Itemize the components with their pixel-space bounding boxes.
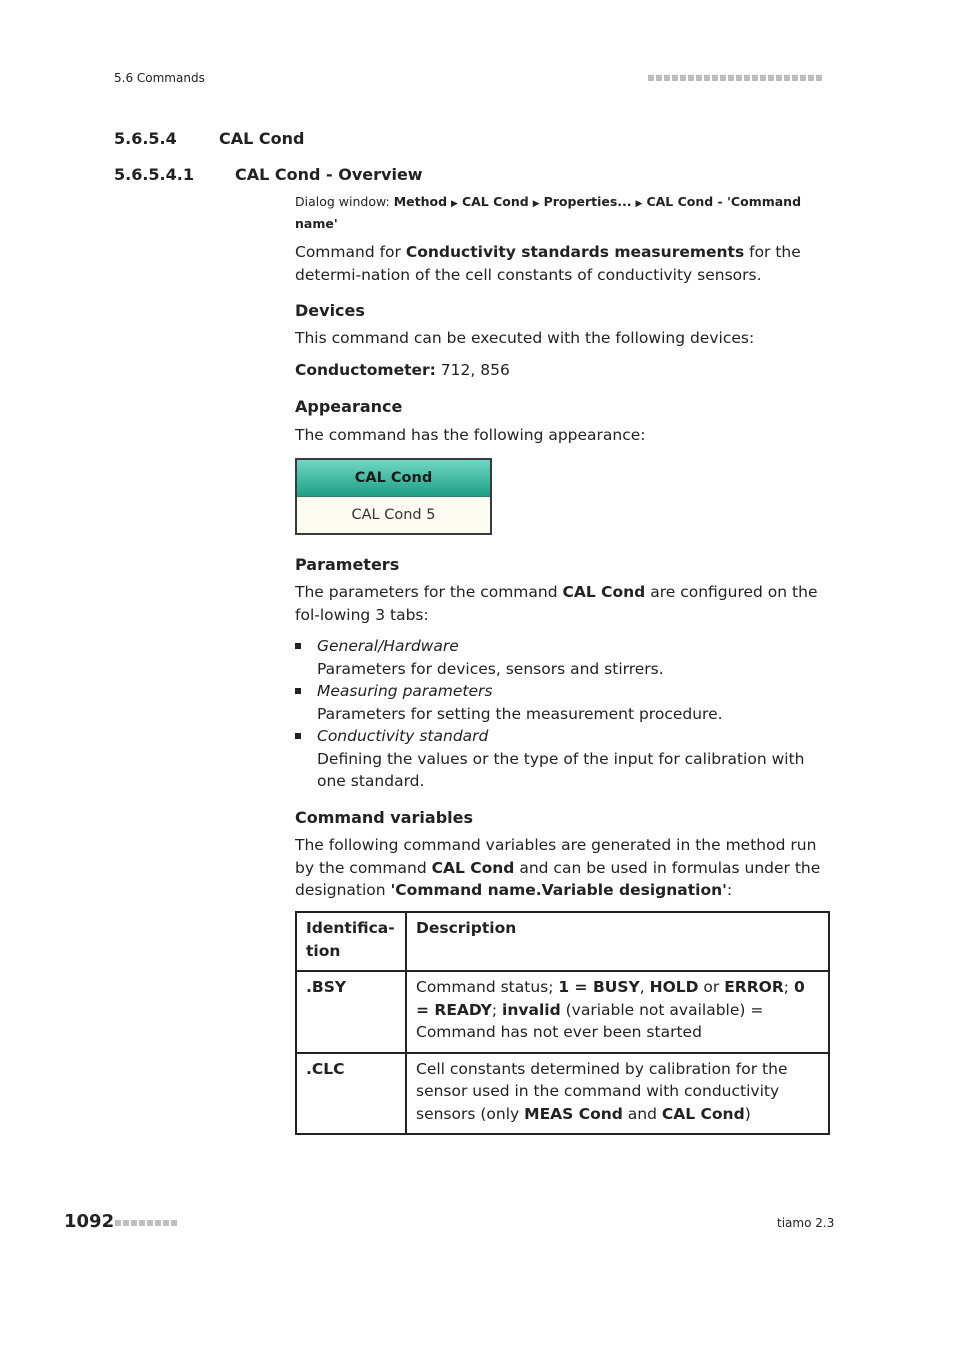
section-title: CAL Cond — [219, 129, 305, 148]
header-description: Description — [416, 919, 517, 937]
section-heading-h4 — [114, 129, 304, 148]
subsection-title: CAL Cond - Overview — [235, 165, 423, 184]
dialog-path-command-name: CAL Cond - 'Command name' — [295, 194, 802, 231]
parameters-text-start: The parameters for the command — [295, 583, 563, 601]
desc-text: ) — [744, 1104, 751, 1123]
desc-bold: invalid — [502, 1000, 561, 1019]
devices-label: Conductometer: — [295, 361, 436, 379]
path-arrow-icon: ▶ — [635, 199, 643, 209]
path-arrow-icon: ▶ — [532, 199, 540, 209]
command-variables-text — [295, 834, 830, 902]
command-variables-heading: Command variables — [295, 808, 473, 827]
desc-bold: CAL Cond — [661, 1104, 745, 1123]
appearance-text: The command has the following appearance: — [295, 426, 646, 444]
table-cell-id — [296, 971, 406, 1053]
parameters-heading: Parameters — [295, 555, 400, 574]
bullet-icon — [295, 643, 301, 649]
intro-bold-term: Conductivity standards measurements — [405, 243, 745, 261]
footer-decoration-dots — [115, 1220, 177, 1226]
variable-id: .CLC — [306, 1059, 345, 1078]
list-item — [295, 680, 830, 725]
command-appearance-box — [295, 458, 492, 535]
path-arrow-icon: ▶ — [451, 199, 458, 209]
desc-text: (variable not available) = Command has not ever been started — [416, 1000, 764, 1041]
intro-text-rest: for the determi-nation of the cell constants of conductivity sensors. — [295, 243, 801, 284]
devices-value: 712, 856 — [435, 361, 510, 379]
desc-text: , — [639, 978, 650, 996]
devices-heading: Devices — [295, 301, 365, 320]
list-item — [295, 725, 830, 793]
tab-description: Parameters for setting the measurement procedure. — [317, 704, 723, 723]
table-cell-description — [406, 971, 829, 1053]
dialog-path-properties: Properties... — [543, 194, 632, 209]
cv-bold-command: CAL Cond — [431, 858, 515, 877]
command-box-title: CAL Cond — [297, 460, 490, 497]
product-name: tiamo 2.3 — [777, 1216, 835, 1230]
subsection-number: 5.6.5.4.1 — [114, 165, 194, 184]
tab-description: Parameters for devices, sensors and stirrers. — [317, 659, 664, 678]
cv-text-2: and can be used in formulas under the designation — [295, 858, 821, 899]
section-number: 5.6.5.4 — [114, 129, 177, 148]
appearance-heading: Appearance — [295, 397, 403, 416]
parameters-text — [295, 581, 830, 626]
header-identification: Identifica-tion — [306, 919, 395, 960]
intro-text: Command for — [295, 243, 406, 261]
parameters-tab-list — [295, 635, 830, 795]
cv-text-3: : — [726, 881, 733, 899]
table-header-cell — [296, 912, 406, 971]
cv-bold-designation: 'Command name.Variable designation' — [390, 881, 727, 899]
command-box-name: CAL Cond 5 — [351, 507, 436, 523]
section-heading-h5 — [114, 165, 423, 184]
page-number: 1092 — [64, 1211, 115, 1232]
desc-text: Cell constants determined by calibration for the sensor used in the command with conductivity sensors (only — [416, 1059, 788, 1123]
dialog-window-path — [295, 192, 830, 233]
desc-text: Command status; — [416, 978, 559, 996]
tab-name: Measuring parameters — [317, 682, 493, 700]
bullet-icon — [295, 688, 301, 694]
desc-bold: HOLD — [649, 978, 699, 996]
dialog-path-method: Method — [393, 194, 448, 209]
desc-text: or — [698, 978, 725, 996]
intro-paragraph — [295, 241, 830, 286]
parameters-text-rest: are configured on the fol-lowing 3 tabs: — [295, 583, 818, 624]
parameters-bold-command: CAL Cond — [562, 583, 646, 601]
desc-text: and — [622, 1104, 662, 1123]
dialog-path-cal-cond: CAL Cond — [461, 194, 529, 209]
tab-name: General/Hardware — [317, 637, 459, 655]
tab-description: Defining the values or the type of the input for calibration with one standard. — [317, 749, 805, 790]
devices-list — [295, 359, 830, 382]
table-row — [296, 971, 829, 1053]
table-header-cell — [406, 912, 829, 971]
list-item — [295, 635, 830, 680]
desc-bold: 0 = READY — [416, 978, 805, 1019]
devices-text: This command can be executed with the following devices: — [295, 329, 755, 347]
desc-text: ; — [783, 978, 794, 996]
tab-name: Conductivity standard — [317, 727, 489, 745]
variable-id: .BSY — [306, 978, 347, 996]
dialog-prefix: Dialog window: — [295, 194, 394, 209]
desc-bold: ERROR — [724, 978, 784, 996]
table-row — [296, 1053, 829, 1135]
table-header-row — [296, 912, 829, 971]
command-variables-table — [295, 911, 830, 1135]
desc-bold: MEAS Cond — [524, 1104, 623, 1123]
desc-text: ; — [491, 1000, 503, 1019]
table-cell-id — [296, 1053, 406, 1135]
running-header-section: 5.6 Commands — [114, 71, 205, 85]
cv-text-1: The following command variables are generated in the method run by the command — [295, 836, 817, 877]
bullet-icon — [295, 733, 301, 739]
header-decoration-dots — [648, 75, 822, 81]
desc-bold: 1 = BUSY — [558, 978, 640, 996]
table-cell-description — [406, 1053, 829, 1135]
